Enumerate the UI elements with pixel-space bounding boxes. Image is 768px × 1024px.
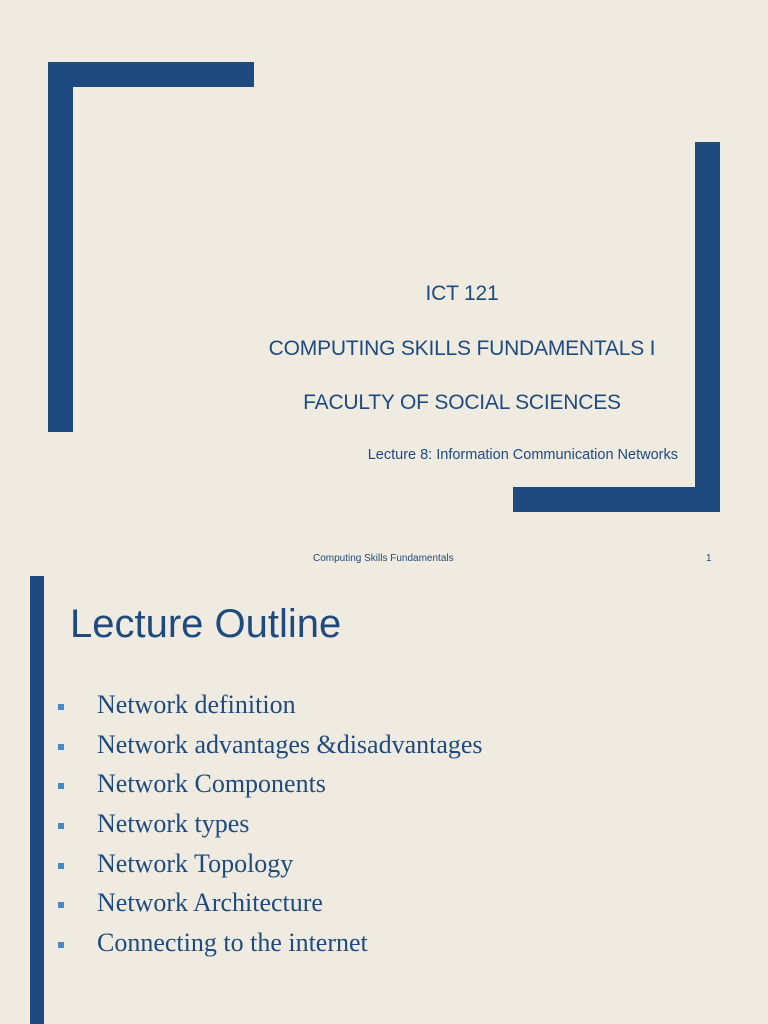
frame-bottom-right-vertical <box>695 142 720 512</box>
outline-list <box>58 690 483 968</box>
list-item-text: Network types <box>97 809 250 839</box>
list-item <box>58 690 483 730</box>
list-item <box>58 928 483 968</box>
list-item <box>58 809 483 849</box>
square-bullet-icon <box>58 902 64 908</box>
outline-slide <box>0 574 768 1024</box>
course-code: ICT 121 <box>425 282 499 305</box>
slide-footer: Computing Skills Fundamentals <box>313 553 454 564</box>
square-bullet-icon <box>58 863 64 869</box>
page-number: 1 <box>706 553 712 564</box>
list-item <box>58 769 483 809</box>
square-bullet-icon <box>58 942 64 948</box>
square-bullet-icon <box>58 823 64 829</box>
list-item-text: Connecting to the internet <box>97 928 368 958</box>
square-bullet-icon <box>58 704 64 710</box>
list-item-text: Network Components <box>97 769 326 799</box>
frame-top-left-horizontal <box>48 62 254 87</box>
list-item <box>58 888 483 928</box>
list-item-text: Network Topology <box>97 848 294 878</box>
list-item-text: Network Architecture <box>97 888 323 918</box>
faculty-name: FACULTY OF SOCIAL SCIENCES <box>303 391 621 414</box>
left-accent-bar <box>30 576 44 1024</box>
frame-top-left-vertical <box>48 62 73 432</box>
list-item-text: Network definition <box>97 690 296 719</box>
list-item <box>58 849 483 889</box>
frame-bottom-right-horizontal <box>513 487 720 512</box>
list-item-text: Network advantages &disadvantages <box>97 729 483 759</box>
outline-heading: Lecture Outline <box>70 602 342 646</box>
square-bullet-icon <box>58 744 64 750</box>
list-item <box>58 730 483 770</box>
lecture-subtitle: Lecture 8: Information Communication Networks <box>367 447 678 463</box>
course-name: COMPUTING SKILLS FUNDAMENTALS I <box>268 337 656 360</box>
square-bullet-icon <box>58 783 64 789</box>
